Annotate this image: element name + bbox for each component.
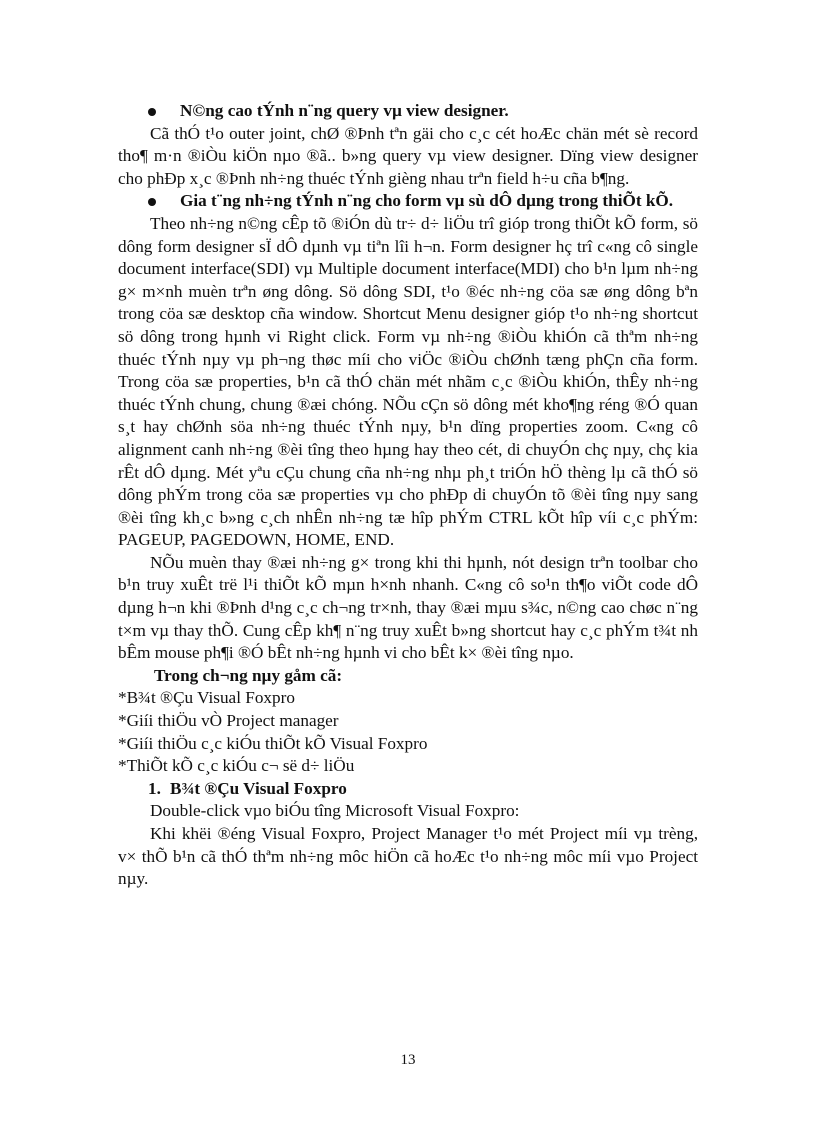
section-heading: Trong ch¬ng nµy gåm cã: (154, 665, 343, 685)
heading-title: B¾t ®Çu Visual Foxpro (170, 778, 347, 798)
paragraph: Cã thÓ t¹o outer joint, chØ ®Þnh tªn gäi cho c¸c cét hoÆc chän mét sè record tho¶ m·n ®iÒu kiÖn nµo ®ã.. b»ng query vµ view designer. Dïng view designer cho phÐp x¸c ®Þnh nh÷ng thuéc tÝnh gièng nhau trªn field h÷u cña b¶ng. (118, 123, 698, 188)
bullet-item (118, 100, 698, 123)
numbered-heading (118, 778, 698, 801)
bullet-text: Gia t¨ng nh÷ng tÝnh n¨ng cho form vµ sù dÔ dµng trong thiÕt kÕ. (180, 191, 674, 211)
heading-number: 1. (148, 778, 161, 798)
bullet-text: N©ng cao tÝnh n¨ng query vµ view designer. (180, 101, 509, 120)
paragraph: Double-click vµo biÓu tîng Microsoft Visual Foxpro: (150, 801, 520, 821)
paragraph: NÕu muèn thay ®æi nh÷ng g× trong khi thi hµnh, nót design trªn toolbar cho b¹n truy xuÊt trë l¹i thiÕt kÕ mµn h×nh nhanh. C«ng cô so¹n th¶o viÕt code dÔ dµng h¬n khi ®Þnh d¹ng c¸c ch¬ng tr×nh, thay ®æi mµu s¾c, n©ng cao chøc n¨ng t×m vµ thay thÕ. Cung cÊp kh¶ n¨ng truy xuÊt b»ng shortcut hay c¸c phÝm t¾t nh bÊm mouse ph¶i ®Ó bÊt nh÷ng hµnh vi cho bÊt k× ®èi tîng nµo. (118, 552, 698, 663)
document-page (118, 100, 698, 891)
list-item: *Giíi thiÖu vÒ Project manager (118, 711, 339, 731)
bullet-dot-icon (148, 198, 156, 206)
bullet-dot-icon (148, 108, 156, 116)
paragraph: Khi khëi ®éng Visual Foxpro, Project Manager t¹o mét Project míi vµ trèng, v× thÕ b¹n cã thÓ thªm nh÷ng môc hiÖn cã hoÆc t¹o nh÷ng môc míi vµo Project nµy. (118, 824, 698, 889)
paragraph: Theo nh÷ng n©ng cÊp tõ ®iÓn dù tr÷ d÷ liÖu trî gióp trong thiÕt kÕ form, sö dông form designer sÏ dÔ dµnh vµ tiªn lîi h¬n. Form designer hç trî c«ng cô single document interface(SDI) vµ Multiple document interface(MDI) cho b¹n lµm nh÷ng g× m×nh muèn trªn øng dông. Sö dông SDI, t¹o ®éc nh÷ng cöa sæ øng dông bªn trong cöa sæ desktop cña window. Shortcut Menu designer gióp t¹o nh÷ng shortcut sö dông trong hµnh vi Right click. Form vµ nh÷ng ®iÒu khiÓn cã thªm nh÷ng thuéc tÝnh nµy vµ ph¬ng thøc míi cho viÖc ®iÒu chØnh tæng phÇn cña form. Trong cöa sæ properties, b¹n cã thÓ chän mét nhãm c¸c ®iÒu khiÓn, thÊy nh÷ng thuéc tÝnh chung, chung ®æi chóng. NÕu cÇn sö dông mét kho¶ng réng ®Ó quan s¸t hay chØnh söa nh÷ng thuéc tÝnh nµy, b¹n dïng properties zoom. C«ng cô alignment canh nh÷ng ®èi tîng theo hµng hay theo cét, di chuyÓn chç nµy, chç kia rÊt dÔ dµng. Mét yªu cÇu chung cña nh÷ng nhµ ph¸t triÓn hÖ thèng lµ cã thÓ sö dông phÝm trong cöa sæ properties vµ cho phÐp di chuyÓn tõ ®èi tîng nµy sang ®èi tîng kh¸c b»ng c¸ch nhÊn nh÷ng tæ hîp phÝm CTRL kÕt hîp víi c¸c phÝm: PAGEUP, PAGEDOWN, HOME, END. (118, 213, 698, 550)
list-item: *Giíi thiÖu c¸c kiÓu thiÕt kÕ Visual Foxpro (118, 733, 428, 753)
page-number: 13 (400, 1052, 416, 1068)
list-item: *ThiÕt kÕ c¸c kiÓu c¬ së d÷ liÖu (118, 756, 355, 776)
bullet-item (118, 190, 698, 213)
list-item: *B¾t ®Çu Visual Foxpro (118, 688, 295, 708)
